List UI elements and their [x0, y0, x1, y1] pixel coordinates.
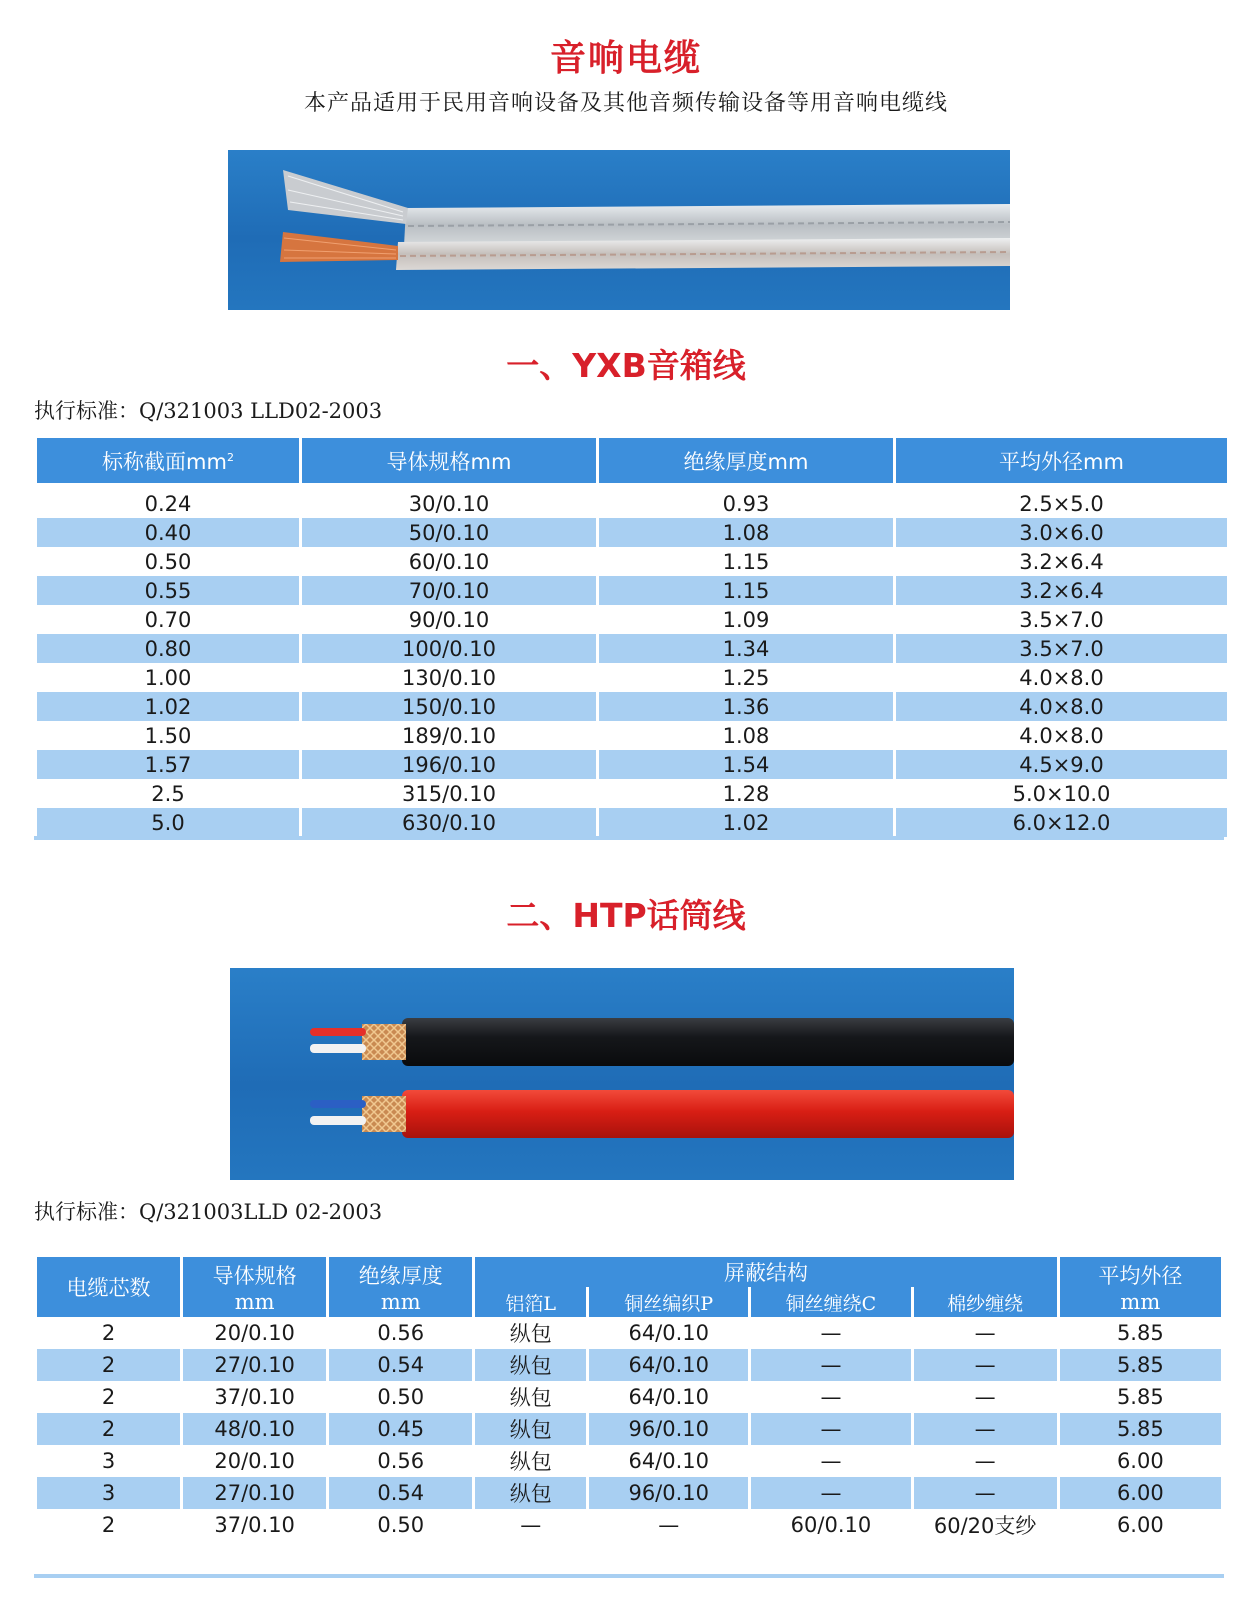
table-cell: 1.50 [37, 721, 299, 750]
table-cell: 5.85 [1060, 1413, 1221, 1445]
table-cell: 20/0.10 [183, 1445, 326, 1477]
table-cell: 2 [37, 1349, 180, 1381]
table-cell: 纵包 [475, 1445, 586, 1477]
table-row [37, 1349, 1221, 1381]
table-cell: 30/0.10 [302, 483, 596, 518]
table-cell: 64/0.10 [589, 1349, 748, 1381]
col-header-shield: 屏蔽结构 [475, 1257, 1056, 1287]
col-header-insulation: 绝缘厚度 mm [329, 1257, 472, 1317]
table-cell: 1.34 [599, 634, 893, 663]
table-cell: 0.55 [37, 576, 299, 605]
table-cell: 4.0×8.0 [896, 721, 1227, 750]
table-cell: 2 [37, 1509, 180, 1541]
table-cell: 纵包 [475, 1349, 586, 1381]
table-cell: 3.2×6.4 [896, 576, 1227, 605]
table-cell: — [751, 1381, 910, 1413]
col-header-diameter: 平均外径 mm [1060, 1257, 1221, 1317]
section1-standard: 执行标准：Q/321003 LLD02-2003 [34, 399, 383, 423]
page-subtitle: 本产品适用于民用音响设备及其他音频传输设备等用音响电缆线 [303, 91, 948, 116]
table-cell: 1.57 [37, 750, 299, 779]
table-cell: — [475, 1509, 586, 1541]
table-cell: 3 [37, 1477, 180, 1509]
black-cable-jacket [402, 1018, 1014, 1066]
table-cell: — [751, 1477, 910, 1509]
yxb-spec-table [34, 438, 1230, 837]
htp-spec-table [34, 1257, 1224, 1541]
table-cell: 5.0 [37, 808, 299, 837]
table-cell: 2.5 [37, 779, 299, 808]
section1-bottom-rule [34, 836, 1224, 840]
table-cell: 0.50 [37, 547, 299, 576]
table-row [37, 750, 1227, 779]
table-cell: 0.40 [37, 518, 299, 547]
table-cell: 0.50 [329, 1381, 472, 1413]
table-row [37, 1445, 1221, 1477]
silver-strands [283, 170, 408, 224]
table-cell: 37/0.10 [183, 1381, 326, 1413]
table-cell: 1.15 [599, 547, 893, 576]
table-cell: 60/0.10 [302, 547, 596, 576]
table-cell: — [914, 1445, 1057, 1477]
section1-title: 一、YXB音箱线 [506, 346, 746, 385]
table-cell: 1.02 [37, 692, 299, 721]
table-cell: 0.50 [329, 1509, 472, 1541]
table-cell: 1.28 [599, 779, 893, 808]
table-row [37, 808, 1227, 837]
table-cell: 0.80 [37, 634, 299, 663]
table-cell: 60/0.10 [751, 1509, 910, 1541]
table-cell: 0.70 [37, 605, 299, 634]
table-cell: 130/0.10 [302, 663, 596, 692]
table-cell: 100/0.10 [302, 634, 596, 663]
table-row [37, 518, 1227, 547]
table-cell: — [751, 1445, 910, 1477]
table-row [37, 483, 1227, 518]
table-cell: — [751, 1317, 910, 1349]
table-cell: 50/0.10 [302, 518, 596, 547]
table-cell: 5.85 [1060, 1317, 1221, 1349]
speaker-cable-illustration [228, 150, 1010, 310]
speaker-cable-photo [228, 150, 1010, 310]
table-cell: 315/0.10 [302, 779, 596, 808]
col-header-cross-section: 标称截面$mm^2$ [37, 438, 299, 483]
table-cell: 60/20支纱 [914, 1509, 1057, 1541]
table-cell: 1.08 [599, 721, 893, 750]
table-row [37, 634, 1227, 663]
table-cell: 纵包 [475, 1317, 586, 1349]
table-cell: 96/0.10 [589, 1477, 748, 1509]
table-row [37, 721, 1227, 750]
table-cell: 2 [37, 1381, 180, 1413]
table-cell: 5.85 [1060, 1349, 1221, 1381]
table-cell: 0.93 [599, 483, 893, 518]
section2-bottom-rule [34, 1574, 1224, 1578]
table-cell: 2 [37, 1413, 180, 1445]
col-header-diameter: 平均外径mm [896, 438, 1227, 483]
table-cell: 1.08 [599, 518, 893, 547]
table-cell: 64/0.10 [589, 1381, 748, 1413]
table-cell: 630/0.10 [302, 808, 596, 837]
table-cell: 37/0.10 [183, 1509, 326, 1541]
table-cell: 3 [37, 1445, 180, 1477]
table-cell: 0.56 [329, 1317, 472, 1349]
table-cell: 3.5×7.0 [896, 605, 1227, 634]
table-row [37, 663, 1227, 692]
table-cell: — [914, 1381, 1057, 1413]
table-cell: 27/0.10 [183, 1349, 326, 1381]
table-cell: 1.25 [599, 663, 893, 692]
col-header-cores: 电缆芯数 [37, 1257, 180, 1317]
table-cell: 2.5×5.0 [896, 483, 1227, 518]
table-cell: 6.0×12.0 [896, 808, 1227, 837]
table-cell: 64/0.10 [589, 1445, 748, 1477]
table-row [37, 576, 1227, 605]
table-cell: 4.0×8.0 [896, 663, 1227, 692]
table-cell: 1.54 [599, 750, 893, 779]
table-cell: 0.54 [329, 1349, 472, 1381]
col-header-spiral: 铜丝缠绕C [751, 1287, 910, 1317]
table-cell: — [589, 1509, 748, 1541]
table-row [37, 1509, 1221, 1541]
table-cell: 3.0×6.0 [896, 518, 1227, 547]
table-cell: 1.15 [599, 576, 893, 605]
table-cell: 0.45 [329, 1413, 472, 1445]
table-cell: 1.00 [37, 663, 299, 692]
red-cable-jacket [402, 1090, 1014, 1138]
table-cell: 6.00 [1060, 1477, 1221, 1509]
table-cell: 3.2×6.4 [896, 547, 1227, 576]
table-cell: 5.85 [1060, 1381, 1221, 1413]
table-cell: 0.54 [329, 1477, 472, 1509]
col-header-conductor: 导体规格mm [302, 438, 596, 483]
table-cell: 6.00 [1060, 1509, 1221, 1541]
table-cell: 4.5×9.0 [896, 750, 1227, 779]
table-cell: — [751, 1413, 910, 1445]
table-cell: 0.56 [329, 1445, 472, 1477]
table-cell: 纵包 [475, 1381, 586, 1413]
col-header-foil: 铝箔L [475, 1287, 586, 1317]
table-cell: 64/0.10 [589, 1317, 748, 1349]
table-row [37, 547, 1227, 576]
table-cell: — [914, 1413, 1057, 1445]
table-cell: 48/0.10 [183, 1413, 326, 1445]
table-cell: 6.00 [1060, 1445, 1221, 1477]
table-row [37, 779, 1227, 808]
table-cell: — [751, 1349, 910, 1381]
table-cell: 1.09 [599, 605, 893, 634]
table-cell: 3.5×7.0 [896, 634, 1227, 663]
table-cell: 90/0.10 [302, 605, 596, 634]
table-cell: 5.0×10.0 [896, 779, 1227, 808]
table-cell: — [914, 1349, 1057, 1381]
microphone-cable-photo [230, 968, 1014, 1180]
table-cell: 纵包 [475, 1413, 586, 1445]
table-row [37, 692, 1227, 721]
table-cell: 96/0.10 [589, 1413, 748, 1445]
section2-standard: 执行标准：Q/321003LLD 02-2003 [34, 1200, 383, 1224]
table-cell: 189/0.10 [302, 721, 596, 750]
table-row [37, 1477, 1221, 1509]
table-cell: 1.36 [599, 692, 893, 721]
table-cell: 纵包 [475, 1477, 586, 1509]
table-cell: 1.02 [599, 808, 893, 837]
col-header-braid: 铜丝编织P [589, 1287, 748, 1317]
table-cell: 27/0.10 [183, 1477, 326, 1509]
table-row [37, 1381, 1221, 1413]
table-cell: 2 [37, 1317, 180, 1349]
table-cell: 70/0.10 [302, 576, 596, 605]
microphone-cable-illustration [230, 968, 1014, 1180]
table-cell: 4.0×8.0 [896, 692, 1227, 721]
col-header-conductor: 导体规格 mm [183, 1257, 326, 1317]
section2-title: 二、HTP话筒线 [506, 896, 746, 935]
table-cell: — [914, 1477, 1057, 1509]
table-row [37, 605, 1227, 634]
table-cell: 0.24 [37, 483, 299, 518]
table-cell: 150/0.10 [302, 692, 596, 721]
page-title: 音响电缆 [549, 38, 702, 79]
table-row [37, 1317, 1221, 1349]
col-header-cotton: 棉纱缠绕 [914, 1287, 1057, 1317]
table-row [37, 1413, 1221, 1445]
black-cable-braid [362, 1024, 406, 1060]
col-header-insulation: 绝缘厚度mm [599, 438, 893, 483]
table-cell: 196/0.10 [302, 750, 596, 779]
red-cable-braid [362, 1096, 406, 1132]
table-cell: 20/0.10 [183, 1317, 326, 1349]
table-cell: — [914, 1317, 1057, 1349]
